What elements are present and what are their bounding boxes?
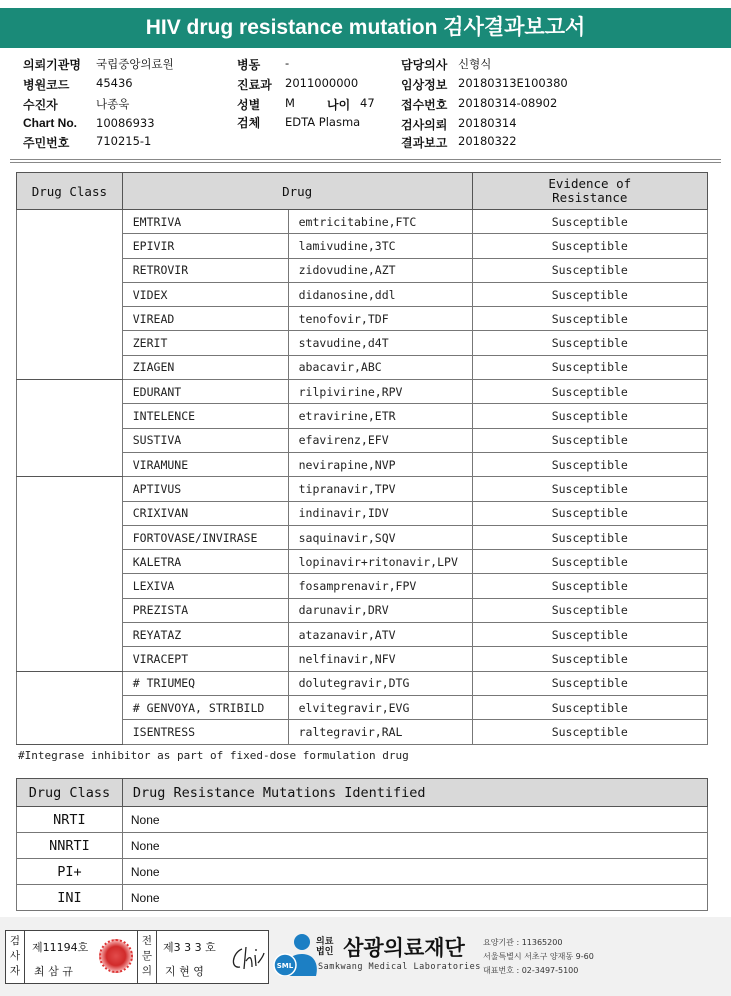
hospital-label: 의뢰기관명: [23, 58, 81, 72]
evidence-header-line1: Evidence of: [548, 176, 632, 191]
examiner-vertical-label: [8, 934, 22, 979]
brand-name-cell: FORTOVASE/INVIRASE: [122, 525, 288, 549]
resistance-cell: Susceptible: [472, 574, 707, 598]
mutation-table-body: [17, 807, 708, 911]
mutation-class-cell: INI: [17, 885, 123, 911]
code-label: 병원코드: [23, 78, 70, 92]
generic-name-cell: etravirine,ETR: [288, 404, 472, 428]
hospital-value: 국립중앙의료원: [96, 57, 174, 71]
generic-name-cell: lopinavir+ritonavir,LPV: [288, 550, 472, 574]
report-value: 20180322: [458, 134, 517, 148]
dept-label: 진료과: [237, 78, 272, 92]
footnote: #Integrase inhibitor as part of fixed-dose formulation drug: [18, 749, 409, 762]
dept-value: 2011000000: [285, 76, 359, 90]
table-row: [17, 380, 708, 404]
brand-name-cell: PREZISTA: [122, 598, 288, 622]
examiner-number: 제11194호: [32, 941, 89, 954]
org-name-text: 삼광의료재단: [343, 937, 465, 960]
mutation-row: [17, 833, 708, 859]
generic-name-cell: lamivudine,3TC: [288, 234, 472, 258]
specialist-name: 지 현 영: [165, 965, 204, 978]
generic-name-cell: darunavir,DRV: [288, 598, 472, 622]
resistance-cell: Susceptible: [472, 234, 707, 258]
mutation-result-cell: None: [122, 833, 707, 859]
generic-name-cell: saquinavir,SQV: [288, 525, 472, 549]
patient-info: [0, 55, 731, 163]
brand-name-cell: VIDEX: [122, 282, 288, 306]
org-prefix: [316, 937, 338, 957]
receipt-value: 20180314-08902: [458, 96, 558, 110]
resistance-cell: Susceptible: [472, 331, 707, 355]
generic-name-cell: stavudine,d4T: [288, 331, 472, 355]
brand-name-cell: VIRAMUNE: [122, 452, 288, 476]
mutation-identified-header: Drug Resistance Mutations Identified: [122, 779, 707, 807]
examiner-label: 검사자: [9, 935, 21, 977]
generic-name-cell: fosamprenavir,FPV: [288, 574, 472, 598]
specialist-vertical-label: [140, 934, 154, 979]
resistance-cell: Susceptible: [472, 452, 707, 476]
resistance-cell: Susceptible: [472, 720, 707, 744]
org-english-name: Samkwang Medical Laboratories: [318, 962, 481, 972]
mutation-table: [16, 778, 708, 911]
signature-box: [5, 930, 269, 984]
drug-header: Drug: [122, 173, 472, 210]
mutation-result-cell: None: [122, 885, 707, 911]
brand-name-cell: VIRACEPT: [122, 647, 288, 671]
report-label: 결과보고: [401, 136, 448, 150]
drug-class-cell: [17, 477, 123, 671]
org-name: [316, 932, 465, 962]
resistance-cell: Susceptible: [472, 647, 707, 671]
brand-name-cell: ISENTRESS: [122, 720, 288, 744]
mutation-result-cell: None: [122, 859, 707, 885]
signature-icon: [228, 943, 266, 975]
mutation-row: [17, 807, 708, 833]
name-value: 나종욱: [96, 97, 130, 111]
mutation-row: [17, 885, 708, 911]
doctor-label: 담당의사: [401, 58, 448, 72]
brand-name-cell: ZERIT: [122, 331, 288, 355]
resistance-cell: Susceptible: [472, 525, 707, 549]
drug-class-header: Drug Class: [17, 173, 123, 210]
resistance-cell: Susceptible: [472, 477, 707, 501]
org-phone: 대표번호 : 02-3497-5100: [483, 966, 579, 975]
resistance-cell: Susceptible: [472, 428, 707, 452]
brand-name-cell: RETROVIR: [122, 258, 288, 282]
sex-value: M: [285, 96, 295, 110]
brand-name-cell: EPIVIR: [122, 234, 288, 258]
org-address: 서울특별시 서초구 양재동 9-60: [483, 952, 594, 961]
generic-name-cell: elvitegravir,EVG: [288, 695, 472, 719]
sml-logo-icon: [272, 932, 322, 976]
mutation-class-header: Drug Class: [17, 779, 123, 807]
brand-name-cell: VIREAD: [122, 307, 288, 331]
agency-number: 요양기관 : 11365200: [483, 938, 563, 947]
generic-name-cell: raltegravir,RAL: [288, 720, 472, 744]
clinical-value: 20180313E100380: [458, 76, 568, 90]
seal-stamp-icon: [99, 939, 133, 973]
ward-label: 병동: [237, 58, 261, 72]
receipt-label: 접수번호: [401, 98, 448, 112]
resistance-cell: Susceptible: [472, 380, 707, 404]
doctor-value: 신형식: [458, 57, 492, 71]
org-prefix-text: 의료법인: [316, 937, 334, 957]
brand-name-cell: ZIAGEN: [122, 355, 288, 379]
chart-label: Chart No.: [23, 116, 77, 130]
generic-name-cell: nevirapine,NVP: [288, 452, 472, 476]
mutation-result-cell: None: [122, 807, 707, 833]
resistance-cell: Susceptible: [472, 623, 707, 647]
resistance-cell: Susceptible: [472, 258, 707, 282]
generic-name-cell: didanosine,ddl: [288, 282, 472, 306]
table-header-row: [17, 173, 708, 210]
evidence-header-line2: Resistance: [552, 190, 628, 205]
resistance-cell: Susceptible: [472, 501, 707, 525]
mutation-row: [17, 859, 708, 885]
sex-label: 성별: [237, 98, 261, 112]
generic-name-cell: rilpivirine,RPV: [288, 380, 472, 404]
report-title: HIV drug resistance mutation 검사결과보고서: [0, 8, 731, 48]
generic-name-cell: abacavir,ABC: [288, 355, 472, 379]
table-row: [17, 671, 708, 695]
mutation-class-cell: NRTI: [17, 807, 123, 833]
resistance-cell: Susceptible: [472, 671, 707, 695]
brand-name-cell: # TRIUMEQ: [122, 671, 288, 695]
drug-class-cell: [17, 210, 123, 380]
generic-name-cell: dolutegravir,DTG: [288, 671, 472, 695]
brand-name-cell: EDURANT: [122, 380, 288, 404]
brand-name-cell: CRIXIVAN: [122, 501, 288, 525]
generic-name-cell: efavirenz,EFV: [288, 428, 472, 452]
brand-name-cell: APTIVUS: [122, 477, 288, 501]
name-label: 수진자: [23, 98, 58, 112]
request-value: 20180314: [458, 116, 517, 130]
age-label: 나이: [327, 98, 351, 112]
age-value: 47: [360, 96, 375, 110]
examiner-name: 최 삼 규: [34, 965, 73, 978]
org-contact: [483, 936, 594, 978]
brand-name-cell: REYATAZ: [122, 623, 288, 647]
divider: [137, 931, 138, 983]
divider: [24, 931, 25, 983]
mutation-header-row: [17, 779, 708, 807]
resistance-cell: Susceptible: [472, 695, 707, 719]
divider: [156, 931, 157, 983]
specimen-value: EDTA Plasma: [285, 115, 361, 129]
resistance-cell: Susceptible: [472, 282, 707, 306]
mutation-class-cell: NNRTI: [17, 833, 123, 859]
chart-value: 10086933: [96, 116, 155, 130]
lab-logo: [272, 928, 727, 988]
generic-name-cell: emtricitabine,FTC: [288, 210, 472, 234]
generic-name-cell: tipranavir,TPV: [288, 477, 472, 501]
generic-name-cell: zidovudine,AZT: [288, 258, 472, 282]
code-value: 45436: [96, 76, 133, 90]
evidence-header: [472, 173, 707, 210]
mutation-class-cell: PI+: [17, 859, 123, 885]
resistance-cell: Susceptible: [472, 355, 707, 379]
drug-class-cell: [17, 380, 123, 477]
specialist-label: 전문의: [141, 935, 153, 977]
brand-name-cell: # GENVOYA, STRIBILD: [122, 695, 288, 719]
brand-name-cell: LEXIVA: [122, 574, 288, 598]
logo-text: SML: [276, 962, 294, 970]
table-row: [17, 210, 708, 234]
brand-name-cell: SUSTIVA: [122, 428, 288, 452]
rrn-value: 710215-1: [96, 134, 152, 148]
clinical-label: 임상정보: [401, 78, 448, 92]
resistance-table: [16, 172, 708, 745]
table-row: [17, 477, 708, 501]
brand-name-cell: KALETRA: [122, 550, 288, 574]
specimen-label: 검체: [237, 116, 261, 130]
request-label: 검사의뢰: [401, 118, 448, 132]
resistance-cell: Susceptible: [472, 210, 707, 234]
ward-value: -: [285, 56, 290, 70]
resistance-cell: Susceptible: [472, 404, 707, 428]
drug-class-cell: [17, 671, 123, 744]
generic-name-cell: atazanavir,ATV: [288, 623, 472, 647]
brand-name-cell: EMTRIVA: [122, 210, 288, 234]
generic-name-cell: nelfinavir,NFV: [288, 647, 472, 671]
resistance-cell: Susceptible: [472, 550, 707, 574]
resistance-cell: Susceptible: [472, 598, 707, 622]
resistance-cell: Susceptible: [472, 307, 707, 331]
rrn-label: 주민번호: [23, 136, 70, 150]
brand-name-cell: INTELENCE: [122, 404, 288, 428]
resistance-table-body: [17, 210, 708, 745]
divider: [10, 162, 721, 163]
generic-name-cell: tenofovir,TDF: [288, 307, 472, 331]
specialist-number: 제3 3 3 호: [163, 941, 216, 954]
generic-name-cell: indinavir,IDV: [288, 501, 472, 525]
divider: [10, 159, 721, 160]
